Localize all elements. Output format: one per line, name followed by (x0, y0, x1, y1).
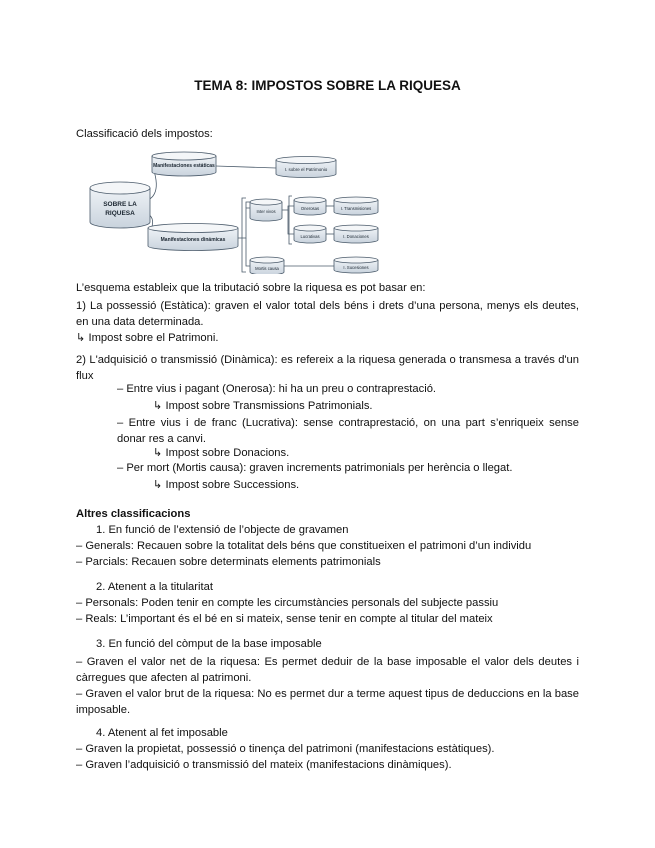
taxonomy-diagram (86, 148, 386, 274)
page-title: TEMA 8: IMPOSTOS SOBRE LA RIQUESA (194, 78, 461, 93)
onerosa-item: – Entre vius i pagant (Onerosa): hi ha un preu o contraprestació. (117, 383, 437, 395)
mortis-causa-node (250, 257, 284, 274)
donaciones-node (334, 225, 378, 243)
intro-text: L’esquema estableix que la tributació sobre la riquesa es pot basar en: (76, 282, 426, 294)
svg-text:Onerosas: Onerosas (300, 206, 320, 211)
lucrativa-tax: ↳ Impost sobre Donacions. (153, 447, 290, 459)
svg-text:Inter vivos: Inter vivos (256, 209, 276, 214)
point-1-tax: ↳ Impost sobre el Patrimoni. (76, 332, 219, 344)
section-3-line: – Graven el valor brut de la riquesa: No es permet dur a terme aquest tipus de deduccions en la base imposable. (76, 688, 579, 716)
svg-text:I. Transmisiones: I. Transmisiones (340, 206, 372, 211)
transmisiones-node (334, 197, 378, 215)
root-node (90, 182, 150, 228)
static-node (152, 152, 216, 176)
svg-text:SOBRE LA: SOBRE LA (103, 201, 137, 208)
section-4-line: – Graven l’adquisició o transmissió del mateix (manifestacions dinàmiques). (76, 759, 452, 771)
section-4-heading: 4. Atenent al fet imposable (96, 727, 228, 739)
section-2-line: – Personals: Poden tenir en compte les circumstàncies personals del subjecte passiu (76, 597, 499, 609)
onerosa-tax: ↳ Impost sobre Transmissions Patrimonials. (153, 400, 373, 412)
section-3-heading: 3. En funció del còmput de la base imposable (96, 638, 322, 650)
svg-text:Lucrativas: Lucrativas (300, 234, 320, 239)
lucrativa-item: – Entre vius i de franc (Lucrativa): sense contraprestació, on una part s’enriqueix sense donar res a canvi. (117, 417, 579, 445)
section-4-line: – Graven la propietat, possessió o tinença del patrimoni (manifestacions estàtiques). (76, 743, 495, 755)
svg-text:Mortis causa: Mortis causa (255, 266, 279, 271)
section-1-line: – Parcials: Recauen sobre determinats elements patrimonials (76, 556, 381, 568)
classification-label: Classificació dels impostos: (76, 128, 213, 140)
section-2-line: – Reals: L’important és el bé en si mateix, sense tenir en compte al titular del mateix (76, 613, 493, 625)
svg-text:I. Sucesiones: I. Sucesiones (343, 265, 369, 270)
onerosas-node (294, 197, 326, 215)
lucrativas-node (294, 225, 326, 243)
mortis-tax: ↳ Impost sobre Successions. (153, 479, 300, 491)
mortis-item: – Per mort (Mortis causa): graven increments patrimonials per herència o llegat. (117, 462, 513, 474)
point-1: 1) La possessió (Estàtica): graven el valor total dels béns i drets d’una persona, menys els deutes, en una data determinada. (76, 300, 579, 328)
section-3-line: – Graven el valor net de la riquesa: Es permet deduir de la base imposable el valor dels deutes i càrregues que afecten al patrimoni. (76, 656, 579, 684)
others-heading: Altres classificacions (76, 508, 191, 520)
svg-text:I. Donaciones: I. Donaciones (343, 234, 369, 239)
inter-vivos-node (250, 199, 282, 221)
section-1-line: – Generals: Recauen sobre la totalitat dels béns que constitueixen el patrimoni d’un individu (76, 540, 532, 552)
point-2: 2) L'adquisició o transmissió (Dinàmica): es refereix a la riquesa generada o transmesa a través d'un flux (76, 354, 579, 382)
section-2-heading: 2. Atenent a la titularitat (96, 581, 213, 593)
svg-text:Manifestaciones estáticas: Manifestaciones estáticas (153, 163, 215, 169)
sucesiones-node (334, 257, 378, 273)
svg-text:Manifestaciones dinámicas: Manifestaciones dinámicas (160, 237, 226, 243)
static-tax-node (276, 157, 336, 178)
svg-text:I. sobre el Patrimonio: I. sobre el Patrimonio (284, 167, 328, 172)
svg-text:RIQUESA: RIQUESA (105, 210, 135, 217)
section-1-heading: 1. En funció de l’extensió de l’objecte de gravamen (96, 524, 349, 536)
dynamic-node (148, 224, 238, 251)
